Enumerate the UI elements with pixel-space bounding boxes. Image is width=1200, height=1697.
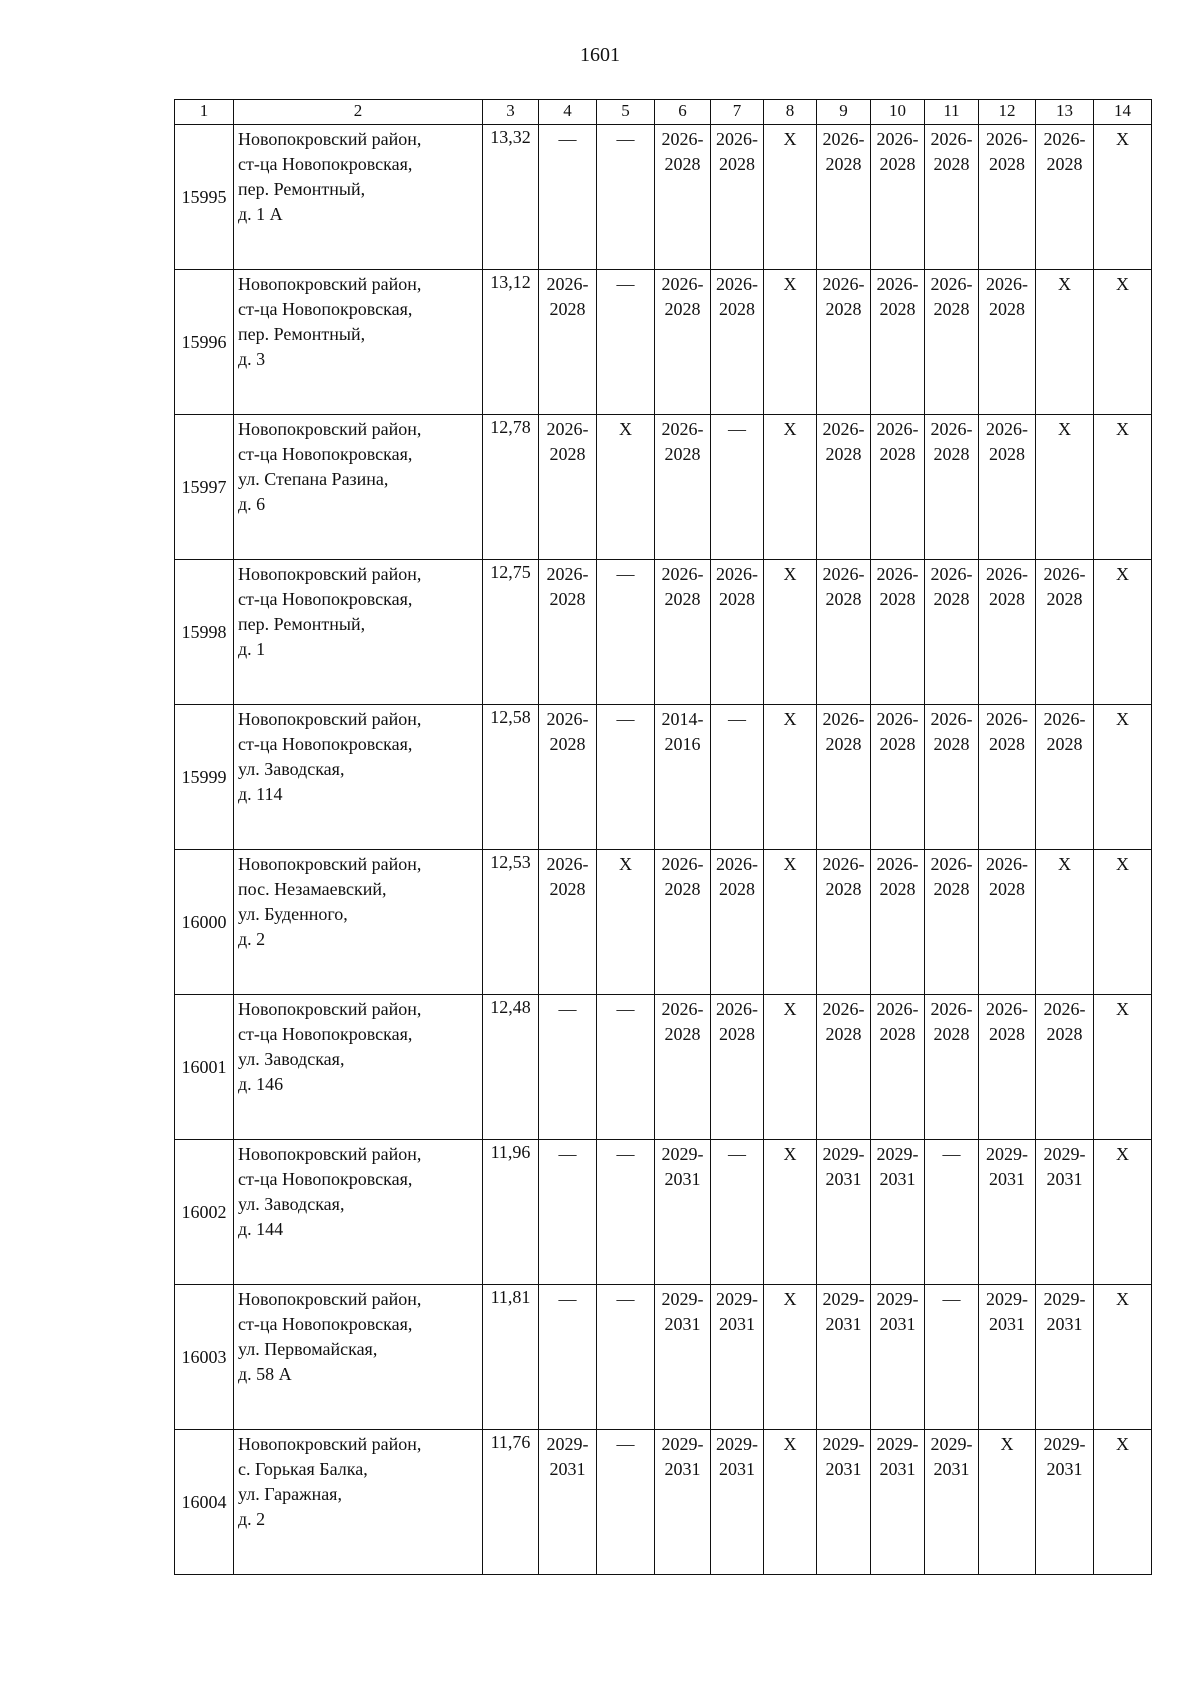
period-cell: 2029- 2031: [711, 1285, 764, 1430]
address-cell: [234, 850, 483, 995]
period-cell: 2026- 2028: [655, 270, 711, 415]
period-cell: 2026- 2028: [925, 415, 979, 560]
period-cell: —: [597, 1285, 655, 1430]
column-header: 5: [597, 100, 655, 125]
column-header: 12: [979, 100, 1036, 125]
period-cell: —: [539, 995, 597, 1140]
period-cell: X: [764, 560, 817, 705]
column-header: 13: [1036, 100, 1094, 125]
period-cell: 2026- 2028: [925, 850, 979, 995]
period-cell: 2029- 2031: [817, 1140, 871, 1285]
address-line: Новопокровский район,: [238, 854, 422, 874]
period-cell: 2029- 2031: [979, 1285, 1036, 1430]
address-line: ст-ца Новопокровская,: [238, 589, 413, 609]
period-cell: —: [597, 125, 655, 270]
table-row: [175, 125, 1152, 270]
period-cell: X: [1036, 415, 1094, 560]
row-number: 15995: [175, 125, 234, 270]
address-line: д. 144: [238, 1219, 284, 1239]
column-header: 3: [483, 100, 539, 125]
period-cell: 2026- 2028: [539, 560, 597, 705]
period-cell: 2029- 2031: [711, 1430, 764, 1575]
address-line: ст-ца Новопокровская,: [238, 154, 413, 174]
address-line: д. 58 А: [238, 1364, 292, 1384]
column-header: 9: [817, 100, 871, 125]
period-cell: X: [1094, 850, 1152, 995]
table-row: [175, 560, 1152, 705]
period-cell: 2026- 2028: [871, 850, 925, 995]
row-number: 15996: [175, 270, 234, 415]
address-line: ст-ца Новопокровская,: [238, 1169, 413, 1189]
area-cell: 11,96: [483, 1140, 539, 1285]
period-cell: —: [539, 1285, 597, 1430]
area-cell: 13,12: [483, 270, 539, 415]
period-cell: —: [597, 560, 655, 705]
period-cell: 2026- 2028: [871, 415, 925, 560]
column-header: 8: [764, 100, 817, 125]
period-cell: 2026- 2028: [1036, 995, 1094, 1140]
table-row: [175, 270, 1152, 415]
address-line: пер. Ремонтный,: [238, 614, 366, 634]
column-header: 4: [539, 100, 597, 125]
address-line: ул. Гаражная,: [238, 1484, 342, 1504]
address-cell: [234, 1430, 483, 1575]
period-cell: 2026- 2028: [979, 415, 1036, 560]
table-body: [175, 125, 1152, 1575]
period-cell: 2029- 2031: [979, 1140, 1036, 1285]
period-cell: 2026- 2028: [655, 125, 711, 270]
address-line: Новопокровский район,: [238, 564, 422, 584]
address-line: ул. Буденного,: [238, 904, 348, 924]
address-line: с. Горькая Балка,: [238, 1459, 368, 1479]
address-cell: [234, 125, 483, 270]
row-number: 16003: [175, 1285, 234, 1430]
area-cell: 12,58: [483, 705, 539, 850]
address-line: ст-ца Новопокровская,: [238, 734, 413, 754]
address-line: д. 1 А: [238, 204, 283, 224]
table-row: [175, 995, 1152, 1140]
period-cell: 2029- 2031: [655, 1430, 711, 1575]
address-line: Новопокровский район,: [238, 1434, 422, 1454]
period-cell: X: [764, 995, 817, 1140]
period-cell: 2026- 2028: [817, 705, 871, 850]
table-row: [175, 705, 1152, 850]
area-cell: 12,53: [483, 850, 539, 995]
period-cell: 2026- 2028: [925, 125, 979, 270]
row-number: 15998: [175, 560, 234, 705]
row-number: 16000: [175, 850, 234, 995]
address-line: д. 1: [238, 639, 266, 659]
address-line: Новопокровский район,: [238, 999, 422, 1019]
period-cell: 2026- 2028: [1036, 560, 1094, 705]
period-cell: —: [711, 1140, 764, 1285]
period-cell: 2026- 2028: [871, 270, 925, 415]
area-cell: 11,81: [483, 1285, 539, 1430]
address-line: Новопокровский район,: [238, 419, 422, 439]
address-line: ст-ца Новопокровская,: [238, 1314, 413, 1334]
address-line: ул. Первомайская,: [238, 1339, 378, 1359]
period-cell: 2026- 2028: [655, 560, 711, 705]
period-cell: X: [1094, 1285, 1152, 1430]
address-line: пос. Незамаевский,: [238, 879, 387, 899]
row-number: 16004: [175, 1430, 234, 1575]
period-cell: 2029- 2031: [1036, 1285, 1094, 1430]
address-line: ул. Заводская,: [238, 759, 345, 779]
period-cell: 2026- 2028: [1036, 125, 1094, 270]
period-cell: X: [764, 1285, 817, 1430]
period-cell: 2029- 2031: [1036, 1430, 1094, 1575]
period-cell: —: [597, 705, 655, 850]
period-cell: 2026- 2028: [979, 995, 1036, 1140]
period-cell: X: [764, 1430, 817, 1575]
period-cell: X: [764, 415, 817, 560]
address-cell: [234, 705, 483, 850]
address-cell: [234, 270, 483, 415]
period-cell: 2026- 2028: [539, 850, 597, 995]
column-header: 14: [1094, 100, 1152, 125]
period-cell: 2029- 2031: [817, 1285, 871, 1430]
address-line: д. 2: [238, 1509, 266, 1529]
period-cell: 2029- 2031: [1036, 1140, 1094, 1285]
address-line: Новопокровский район,: [238, 1289, 422, 1309]
column-header: 1: [175, 100, 234, 125]
address-cell: [234, 995, 483, 1140]
period-cell: 2026- 2028: [711, 995, 764, 1140]
period-cell: X: [597, 850, 655, 995]
header-row: [175, 100, 1152, 125]
period-cell: 2026- 2028: [871, 995, 925, 1140]
area-cell: 13,32: [483, 125, 539, 270]
row-number: 16001: [175, 995, 234, 1140]
period-cell: 2026- 2028: [979, 850, 1036, 995]
address-line: ст-ца Новопокровская,: [238, 1024, 413, 1044]
address-cell: [234, 415, 483, 560]
period-cell: X: [764, 705, 817, 850]
period-cell: —: [539, 1140, 597, 1285]
period-cell: 2026- 2028: [925, 995, 979, 1140]
column-header: 11: [925, 100, 979, 125]
period-cell: 2026- 2028: [817, 125, 871, 270]
column-header: 2: [234, 100, 483, 125]
period-cell: —: [711, 705, 764, 850]
period-cell: 2026- 2028: [979, 125, 1036, 270]
area-cell: 11,76: [483, 1430, 539, 1575]
address-line: ст-ца Новопокровская,: [238, 299, 413, 319]
period-cell: 2026- 2028: [817, 995, 871, 1140]
period-cell: 2029- 2031: [539, 1430, 597, 1575]
period-cell: —: [925, 1140, 979, 1285]
period-cell: 2029- 2031: [871, 1430, 925, 1575]
period-cell: 2026- 2028: [539, 415, 597, 560]
address-line: Новопокровский район,: [238, 274, 422, 294]
row-number: 15999: [175, 705, 234, 850]
address-line: ул. Степана Разина,: [238, 469, 389, 489]
area-cell: 12,75: [483, 560, 539, 705]
table-row: [175, 415, 1152, 560]
period-cell: X: [764, 125, 817, 270]
table-row: [175, 1285, 1152, 1430]
period-cell: X: [764, 270, 817, 415]
period-cell: 2026- 2028: [979, 560, 1036, 705]
period-cell: —: [597, 1430, 655, 1575]
period-cell: 2029- 2031: [817, 1430, 871, 1575]
period-cell: 2026- 2028: [539, 270, 597, 415]
period-cell: 2026- 2028: [817, 560, 871, 705]
period-cell: 2026- 2028: [539, 705, 597, 850]
period-cell: X: [1094, 705, 1152, 850]
area-cell: 12,48: [483, 995, 539, 1140]
address-line: ст-ца Новопокровская,: [238, 444, 413, 464]
period-cell: 2026- 2028: [979, 705, 1036, 850]
period-cell: X: [1094, 1140, 1152, 1285]
period-cell: 2026- 2028: [817, 850, 871, 995]
period-cell: 2026- 2028: [817, 270, 871, 415]
address-cell: [234, 560, 483, 705]
period-cell: 2026- 2028: [871, 560, 925, 705]
period-cell: 2026- 2028: [711, 560, 764, 705]
period-cell: 2029- 2031: [655, 1140, 711, 1285]
period-cell: X: [597, 415, 655, 560]
address-line: д. 6: [238, 494, 266, 514]
period-cell: 2026- 2028: [925, 270, 979, 415]
address-line: д. 114: [238, 784, 283, 804]
period-cell: X: [1094, 125, 1152, 270]
column-header: 7: [711, 100, 764, 125]
period-cell: X: [1036, 270, 1094, 415]
period-cell: 2029- 2031: [871, 1285, 925, 1430]
period-cell: 2026- 2028: [1036, 705, 1094, 850]
period-cell: 2026- 2028: [871, 705, 925, 850]
page-number: 1601: [580, 44, 620, 66]
period-cell: 2026- 2028: [871, 125, 925, 270]
period-cell: 2014- 2016: [655, 705, 711, 850]
address-line: Новопокровский район,: [238, 1144, 422, 1164]
period-cell: X: [979, 1430, 1036, 1575]
period-cell: —: [597, 1140, 655, 1285]
period-cell: X: [1094, 415, 1152, 560]
period-cell: 2026- 2028: [925, 705, 979, 850]
period-cell: —: [925, 1285, 979, 1430]
address-line: ул. Заводская,: [238, 1049, 345, 1069]
address-line: д. 3: [238, 349, 266, 369]
address-line: д. 146: [238, 1074, 284, 1094]
period-cell: 2029- 2031: [925, 1430, 979, 1575]
table-row: [175, 850, 1152, 995]
period-cell: —: [597, 995, 655, 1140]
area-cell: 12,78: [483, 415, 539, 560]
column-header: 10: [871, 100, 925, 125]
period-cell: 2026- 2028: [711, 125, 764, 270]
period-cell: X: [764, 1140, 817, 1285]
period-cell: —: [711, 415, 764, 560]
column-header: 6: [655, 100, 711, 125]
row-number: 15997: [175, 415, 234, 560]
data-table: [174, 99, 1152, 1575]
address-cell: [234, 1285, 483, 1430]
period-cell: 2029- 2031: [655, 1285, 711, 1430]
period-cell: X: [1036, 850, 1094, 995]
period-cell: 2026- 2028: [711, 850, 764, 995]
table-row: [175, 1140, 1152, 1285]
period-cell: —: [597, 270, 655, 415]
period-cell: 2029- 2031: [871, 1140, 925, 1285]
period-cell: 2026- 2028: [925, 560, 979, 705]
period-cell: X: [764, 850, 817, 995]
period-cell: X: [1094, 560, 1152, 705]
address-line: д. 2: [238, 929, 266, 949]
address-line: Новопокровский район,: [238, 709, 422, 729]
period-cell: X: [1094, 270, 1152, 415]
address-line: Новопокровский район,: [238, 129, 422, 149]
period-cell: 2026- 2028: [979, 270, 1036, 415]
period-cell: 2026- 2028: [655, 850, 711, 995]
address-line: ул. Заводская,: [238, 1194, 345, 1214]
address-cell: [234, 1140, 483, 1285]
period-cell: 2026- 2028: [817, 415, 871, 560]
address-line: пер. Ремонтный,: [238, 324, 366, 344]
period-cell: X: [1094, 995, 1152, 1140]
period-cell: —: [539, 125, 597, 270]
address-line: пер. Ремонтный,: [238, 179, 366, 199]
period-cell: X: [1094, 1430, 1152, 1575]
table-row: [175, 1430, 1152, 1575]
period-cell: 2026- 2028: [655, 415, 711, 560]
period-cell: 2026- 2028: [655, 995, 711, 1140]
row-number: 16002: [175, 1140, 234, 1285]
period-cell: 2026- 2028: [711, 270, 764, 415]
